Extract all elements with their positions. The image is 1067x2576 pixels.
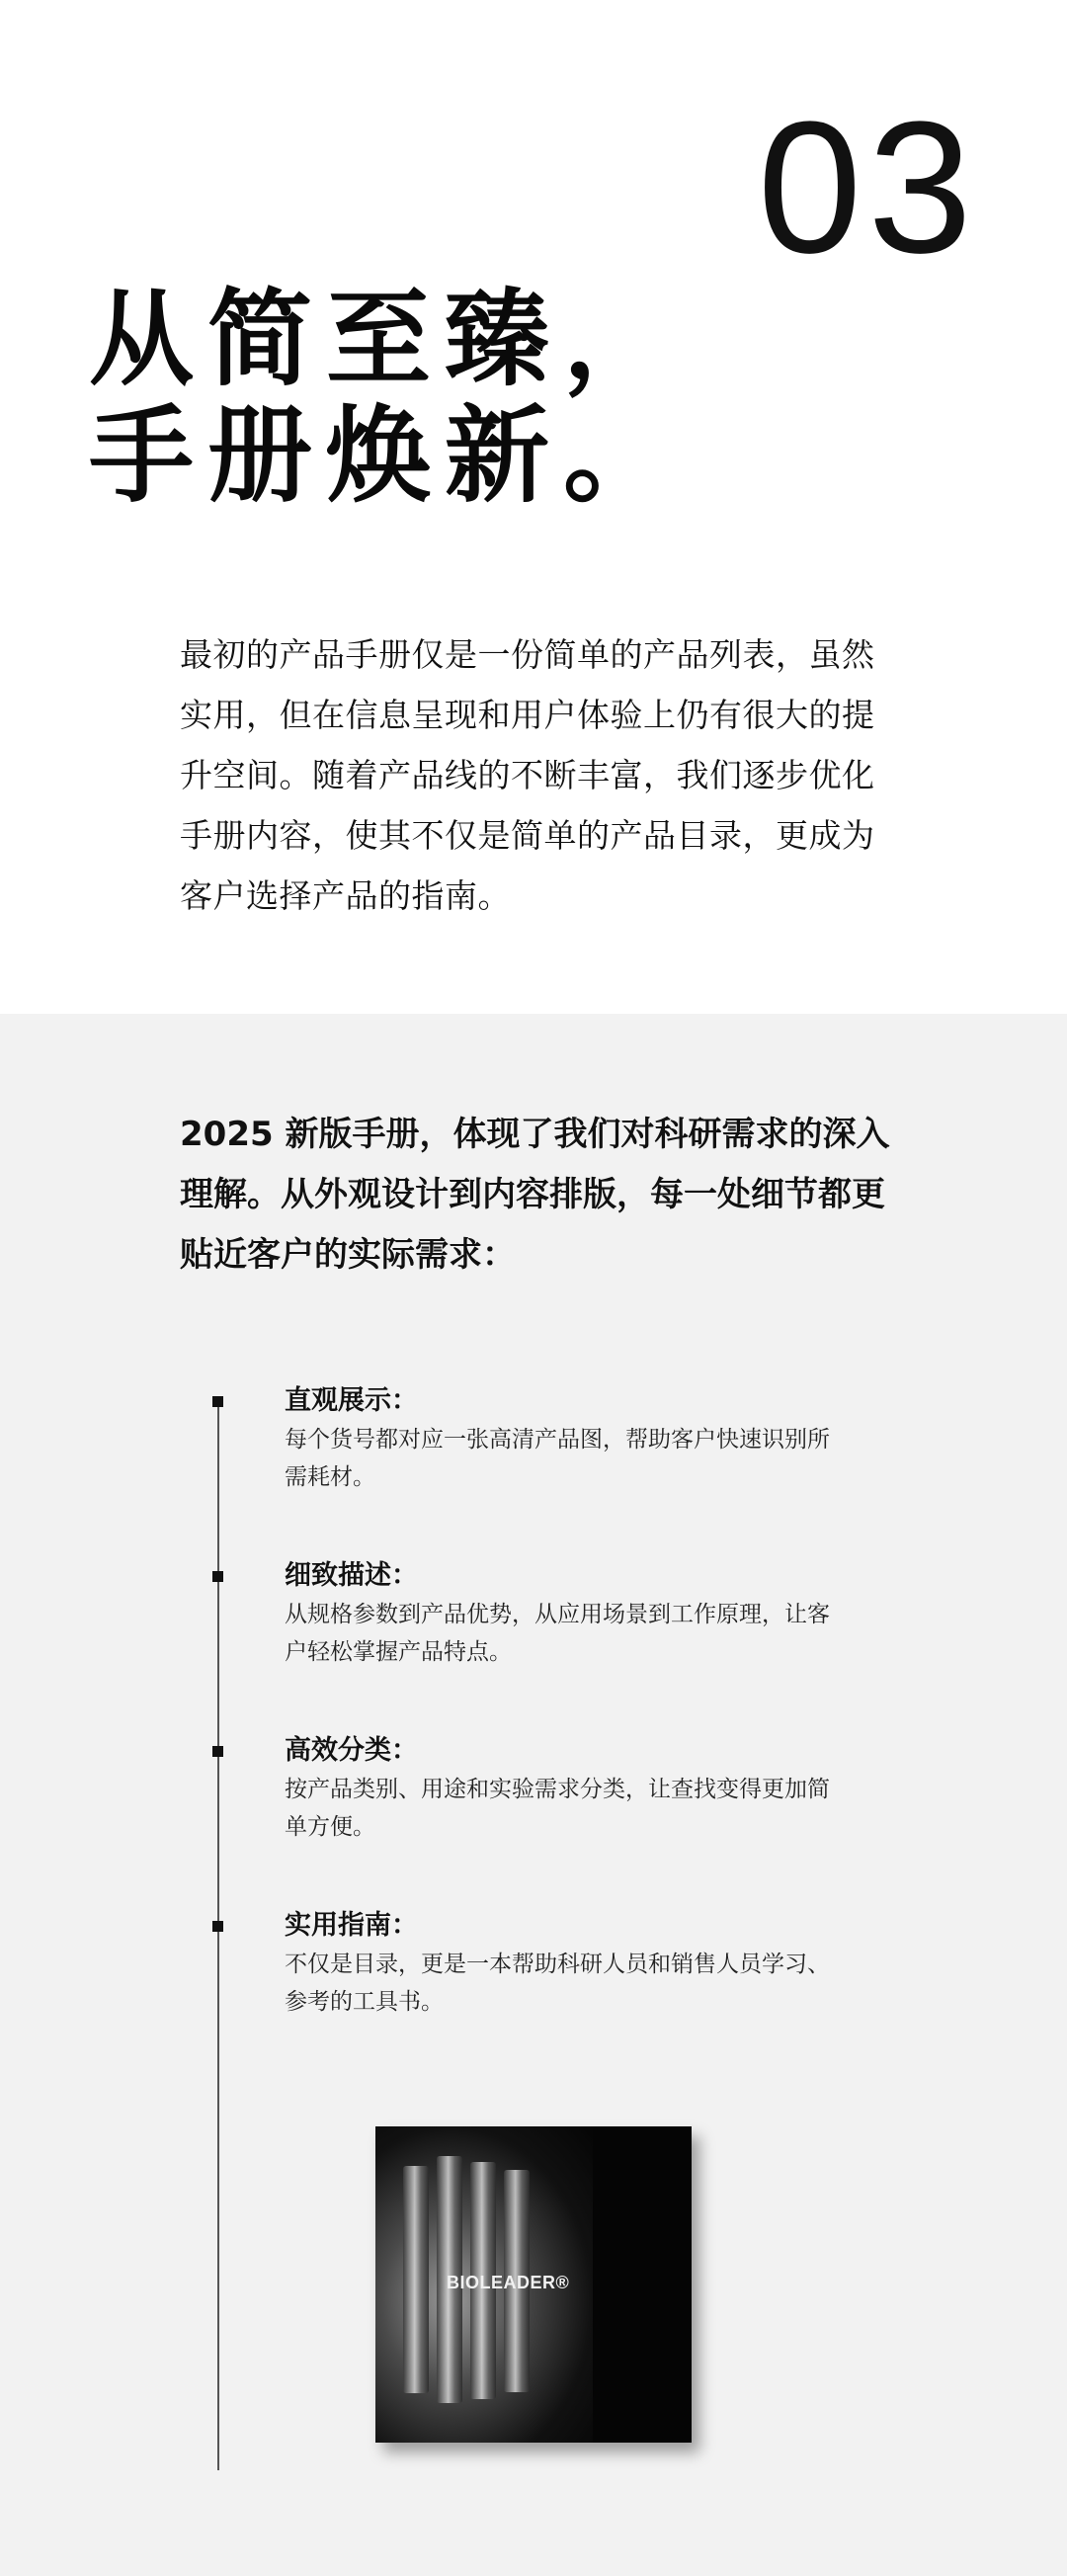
bullet-marker	[212, 1746, 223, 1757]
feature-title: 高效分类：	[285, 1735, 418, 1766]
feature-title: 实用指南：	[285, 1910, 418, 1941]
tube-shape	[403, 2166, 429, 2393]
title-line-1: 从简至臻，	[89, 279, 682, 400]
title-line-2: 手册焕新。	[89, 395, 682, 517]
feature-title: 细致描述：	[285, 1560, 418, 1591]
feature-title: 直观展示：	[285, 1385, 418, 1416]
lead-paragraph: 2025 新版手册，体现了我们对科研需求的深入理解。从外观设计到内容排版，每一处细节都更贴近客户的实际需求：	[180, 1115, 890, 1275]
timeline-line	[217, 1398, 219, 2470]
feature-description: 从规格参数到产品优势，从应用场景到工作原理，让客户轻松掌握产品特点。	[285, 1602, 830, 1665]
section-number: 03	[757, 83, 978, 292]
feature-description: 不仅是目录，更是一本帮助科研人员和销售人员学习、参考的工具书。	[285, 1952, 830, 2015]
cover-brand-logo: BIOLEADER®	[447, 2273, 570, 2292]
feature-description: 按产品类别、用途和实验需求分类，让查找变得更加简单方便。	[285, 1777, 830, 1840]
page-title	[89, 279, 682, 517]
bullet-marker	[212, 1396, 223, 1407]
catalog-cover-image	[375, 2126, 692, 2443]
feature-description: 每个货号都对应一张高清产品图，帮助客户快速识别所需耗材。	[285, 1427, 830, 1490]
bullet-marker	[212, 1571, 223, 1582]
bullet-marker	[212, 1921, 223, 1932]
intro-paragraph: 最初的产品手册仅是一份简单的产品列表，虽然实用，但在信息呈现和用户体验上仍有很大的提升空间。随着产品线的不断丰富，我们逐步优化手册内容，使其不仅是简单的产品目录，更成为客户选择产品的指南。	[180, 635, 875, 915]
